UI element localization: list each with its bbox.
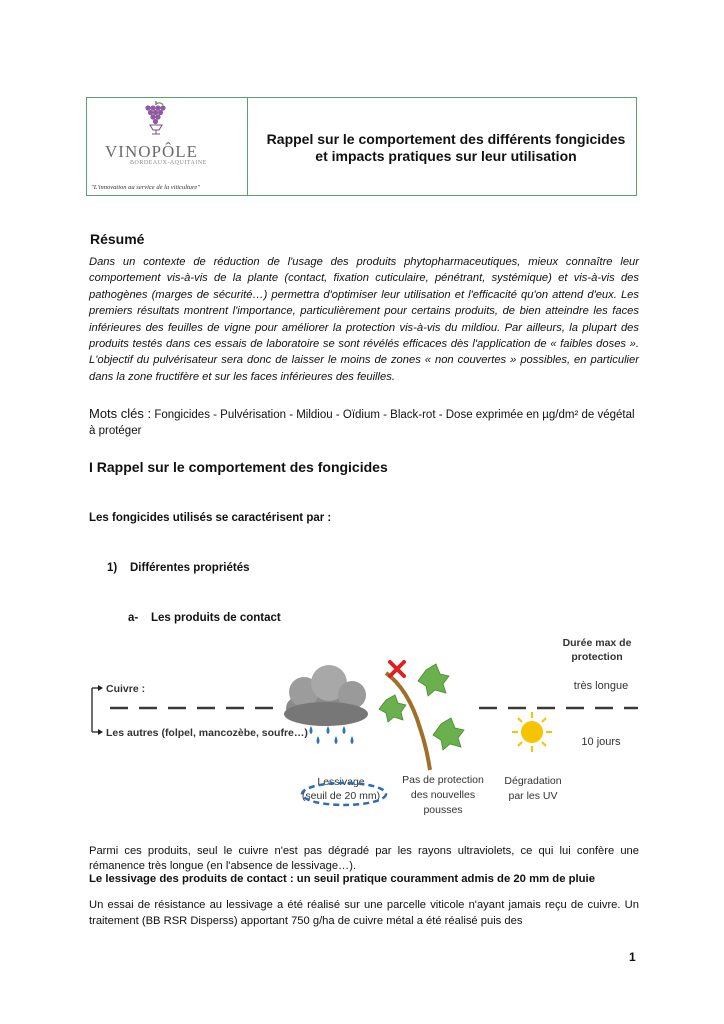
caption-no-protection-line3: pousses — [423, 804, 463, 816]
duration-autres: 10 jours — [581, 736, 621, 748]
logo-name: VINOPÔLE — [105, 142, 198, 161]
resume-body: Dans un contexte de réduction de l'usage des produits phytopharmaceutiques, mieux connaître leur comportement vis-à-vis de la plante (contact, fixation cuticulaire, pénétrant, systémique) et vis-à-vis des pathogènes (marges de sécurité…) permettra d'optimiser leur utilisation et l'efficacité qu'on attend d'eux. Les premiers résultats montrent l'importance, particulièrement pour certains produits, de bien atteindre les faces inférieures des feuilles de vigne pour améliorer la protection vis-à-vis du mildiou. Par ailleurs, la plupart des produits testés dans ces essais de laboratoire se sont révélés efficaces dès l'application de « faibles doses ». L'objectif du pulvérisateur sera donc de laisser le moins de zones « non couvertes » possibles, en particulier dans la zone fructifère et sur les faces inférieures des feuilles. — [89, 256, 639, 383]
resume-heading: Résumé — [90, 231, 145, 247]
keywords-label: Mots clés : — [89, 406, 152, 421]
title-line-2: et impacts pratiques sur leur utilisation — [315, 147, 577, 164]
duration-header-line2: protection — [571, 651, 623, 663]
arrow-head-autres — [98, 729, 103, 735]
caption-no-protection-line2: des nouvelles — [410, 789, 476, 801]
paragraph-trial: Un essai de résistance au lessivage a été réalisé sur une parcelle viticole n'ayant jamais reçu de cuivre. Un traitement (BB RSR Disperss) apportant 750 g/ha de cuivre métal a été réalisé puis des — [89, 899, 639, 927]
header-box — [86, 97, 637, 196]
label-autres: Les autres (folpel, mancozèbe, soufre…) — [106, 727, 308, 739]
section-heading: I Rappel sur le comportement des fongicides — [89, 459, 388, 475]
bracket-arrow — [92, 688, 98, 732]
caption-lessivage-line1: Lessivage — [317, 776, 365, 788]
no-protection-x-icon — [390, 662, 404, 676]
label-cuivre: Cuivre : — [106, 683, 146, 695]
logo-slogan: "L'innovation au service de la viticulture" — [91, 184, 200, 191]
paragraph-copper-uv: Parmi ces produits, seul le cuivre n'est pas dégradé par les rayons ultraviolets, ce qui lui confère une rémanence très longue (en l'absence de lessivage…). — [89, 845, 639, 872]
duration-header-line1: Durée max de — [562, 637, 632, 649]
title-line-1: Rappel sur le comportement des différents fongicides — [266, 130, 626, 147]
properties-heading: 1) Différentes propriétés — [107, 562, 250, 574]
vine-shoot-icon — [379, 664, 464, 770]
page-number: 1 — [629, 950, 636, 964]
vinopole-logo — [87, 98, 248, 195]
contact-products-heading: a- Les produits de contact — [128, 612, 281, 624]
keywords-value: Fongicides - Pulvérisation - Mildiou - Oïdium - Black-rot - Dose exprimée en µg/dm² de végétal à protéger — [89, 409, 635, 437]
section-intro: Les fongicides utilisés se caractérisent par : — [89, 512, 332, 524]
arrow-head-cuivre — [98, 685, 103, 691]
caption-uv-line1: Dégradation — [504, 775, 562, 787]
logo-subtitle: BORDEAUX-AQUITAINE — [130, 160, 207, 166]
caption-lessivage-line2: (seuil de 20 mm) — [301, 790, 381, 802]
paragraph-lessivage-heading: Le lessivage des produits de contact : un seuil pratique couramment admis de 20 mm de pluie — [89, 873, 595, 885]
sun-icon — [512, 712, 552, 752]
keywords — [89, 406, 639, 439]
duration-cuivre: très longue — [573, 680, 629, 692]
caption-uv-line2: par les UV — [508, 790, 558, 802]
document-title — [248, 98, 636, 195]
contact-fungicide-diagram — [86, 628, 646, 828]
caption-no-protection-line1: Pas de protection — [402, 774, 484, 786]
grape-icon — [143, 101, 169, 135]
